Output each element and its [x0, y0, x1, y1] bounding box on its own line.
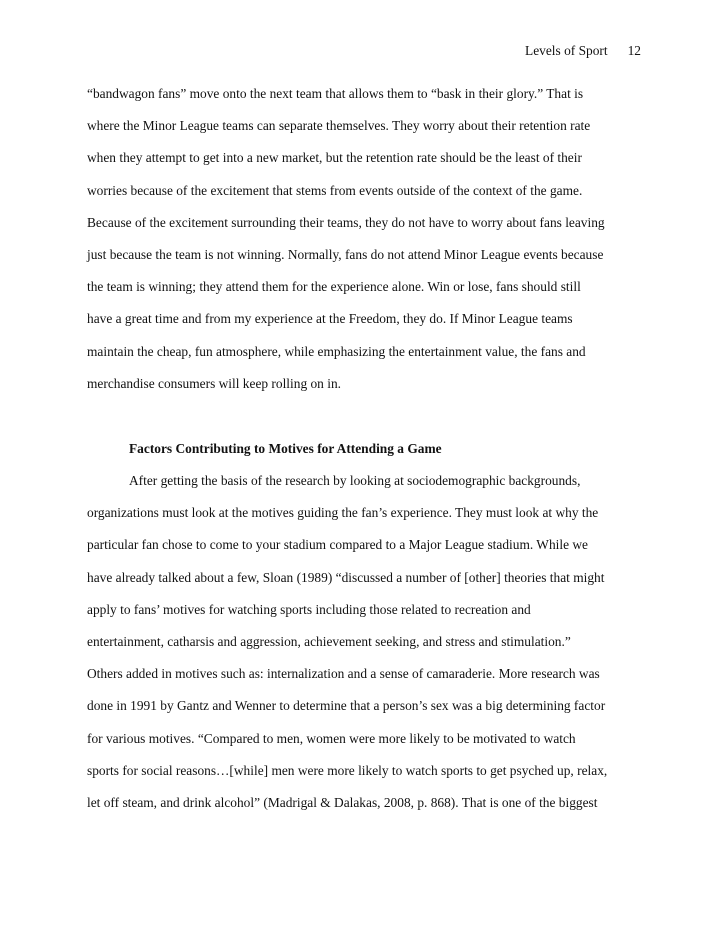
text-line: entertainment, catharsis and aggression, achievement seeking, and stress and stimulation.”: [87, 634, 571, 649]
running-head: [525, 43, 641, 59]
running-head-title: Levels of Sport: [525, 43, 608, 58]
section-heading: Factors Contributing to Motives for Attending a Game: [129, 440, 442, 456]
text-line: the team is winning; they attend them for the experience alone. Win or lose, fans should still: [87, 279, 581, 295]
text-line: maintain the cheap, fun atmosphere, while emphasizing the entertainment value, the fans and: [87, 343, 586, 359]
text-line: Others added in motives such as: internalization and a sense of camaraderie. More research was: [87, 666, 600, 682]
document-body: [87, 86, 647, 827]
text-line: Because of the excitement surrounding their teams, they do not have to worry about fans leaving: [87, 214, 605, 230]
text-line: just because the team is not winning. Normally, fans do not attend Minor League events because: [87, 246, 604, 262]
text-line: done in 1991 by Gantz and Wenner to determine that a person’s sex was a big determining factor: [87, 698, 606, 714]
text-line: sports for social reasons…[while] men were more likely to watch sports to get psyched up, relax,: [87, 762, 608, 778]
page-number: 12: [627, 43, 641, 58]
text-line: After getting the basis of the research by looking at sociodemographic backgrounds,: [129, 473, 581, 489]
text-line: let off steam, and drink alcohol” (Madrigal & Dalakas, 2008, p. 868). That is one of the biggest: [87, 794, 598, 810]
text-line: where the Minor League teams can separate themselves. They worry about their retention rate: [87, 118, 591, 134]
text-line: have already talked about a few, Sloan (1989) “discussed a number of [other] theories that might: [87, 569, 605, 585]
text-line: worries because of the excitement that stems from events outside of the context of the game.: [87, 182, 583, 198]
paragraph-1: [87, 86, 647, 408]
text-line: particular fan chose to come to your stadium compared to a Major League stadium. While we: [87, 537, 588, 553]
text-line: “bandwagon fans” move onto the next team that allows them to “bask in their glory.” That is: [87, 86, 584, 101]
text-line: merchandise consumers will keep rolling on in.: [87, 375, 341, 391]
section-gap: [87, 408, 647, 441]
paragraph-2: [87, 473, 647, 827]
text-line: apply to fans’ motives for watching sports including those related to recreation and: [87, 601, 531, 617]
text-line: have a great time and from my experience at the Freedom, they do. If Minor League teams: [87, 311, 573, 327]
text-line: for various motives. “Compared to men, women were more likely to be motivated to watch: [87, 730, 576, 746]
text-line: organizations must look at the motives guiding the fan’s experience. They must look at why the: [87, 505, 599, 521]
text-line: when they attempt to get into a new market, but the retention rate should be the least of their: [87, 150, 582, 166]
